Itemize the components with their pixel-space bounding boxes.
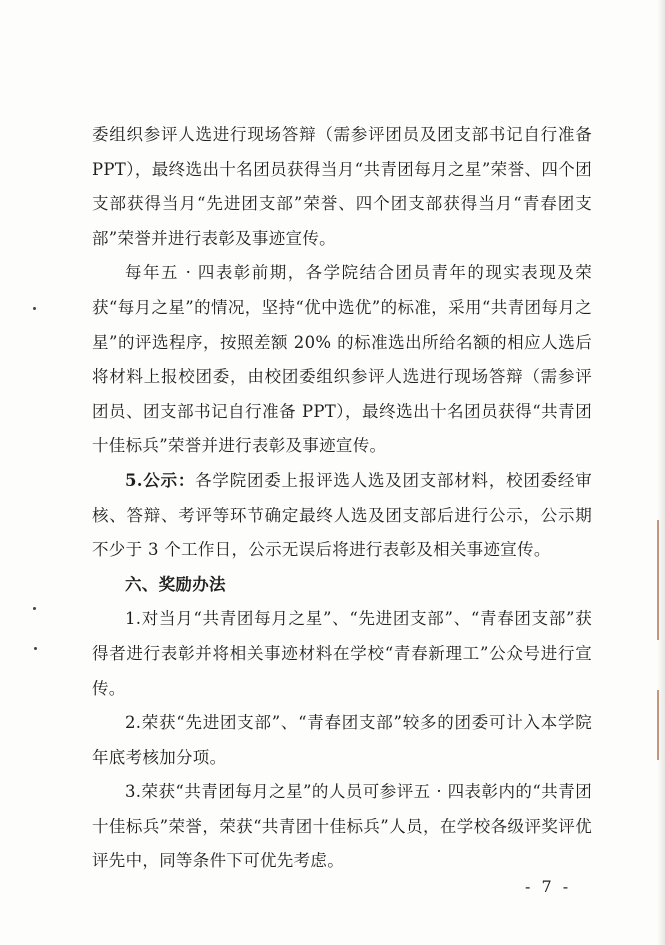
document-body — [92, 118, 592, 879]
reward-item-3: 3.荣获“共青团每月之星”的人员可参评五 · 四表彰内的“共青团十佳标兵”荣誉，荣获“共青团十佳标兵”人员，在学校各级评奖评优评先中，同等条件下可优先考虑。 — [92, 782, 592, 871]
publicity-text: 各学院团委上报评选人选及团支部材料，校团委经审核、答辩、考评等环节确定最终人选及团支部后进行公示，公示期不少于 3 个工作日，公示无误后将进行表彰及相关事迹宣传。 — [92, 470, 592, 560]
page-number: - 7 - — [525, 877, 572, 896]
section-heading-rewards: 六、奖励办法 — [125, 574, 226, 594]
reward-item-1: 1.对当月“共青团每月之星”、“先进团支部”、“青春团支部”获得者进行表彰并将相关事迹材料在学校“青春新理工”公众号进行宣传。 — [92, 609, 592, 698]
scan-dot — [33, 607, 36, 610]
scan-edge-shadow — [657, 0, 665, 945]
scan-dot — [34, 647, 37, 650]
scan-edge-mark — [657, 690, 659, 760]
paragraph-publicity — [92, 464, 592, 568]
scan-dot — [33, 307, 36, 310]
paragraph-may-fourth: 每年五 · 四表彰前期，各学院结合团员青年的现实表现及荣获“每月之星”的情况，坚持“优中选优”的标准，采用“共青团每月之星”的评选程序，按照差额 20% 的标准选出所给名额的相应人选后将材料上报校团委，由校团委组织参评人选进行现场答辩（需参评团员、团支部书记自行准备 PPT），最终选出十名团员获得“共青团十佳标兵”荣誉并进行表彰及事迹宣传。 — [92, 263, 592, 456]
reward-item-2: 2.荣获“先进团支部”、“青春团支部”较多的团委可计入本学院年底考核加分项。 — [92, 713, 592, 767]
publicity-label: 5.公示： — [125, 470, 196, 490]
scan-edge-mark — [657, 520, 659, 640]
paragraph-continued: 委组织参评人选进行现场答辩（需参评团员及团支部书记自行准备 PPT），最终选出十名团员获得当月“共青团每月之星”荣誉、四个团支部获得当月“先进团支部”荣誉、四个团支部获得当月“青春团支部”荣誉并进行表彰及事迹宣传。 — [92, 125, 592, 248]
